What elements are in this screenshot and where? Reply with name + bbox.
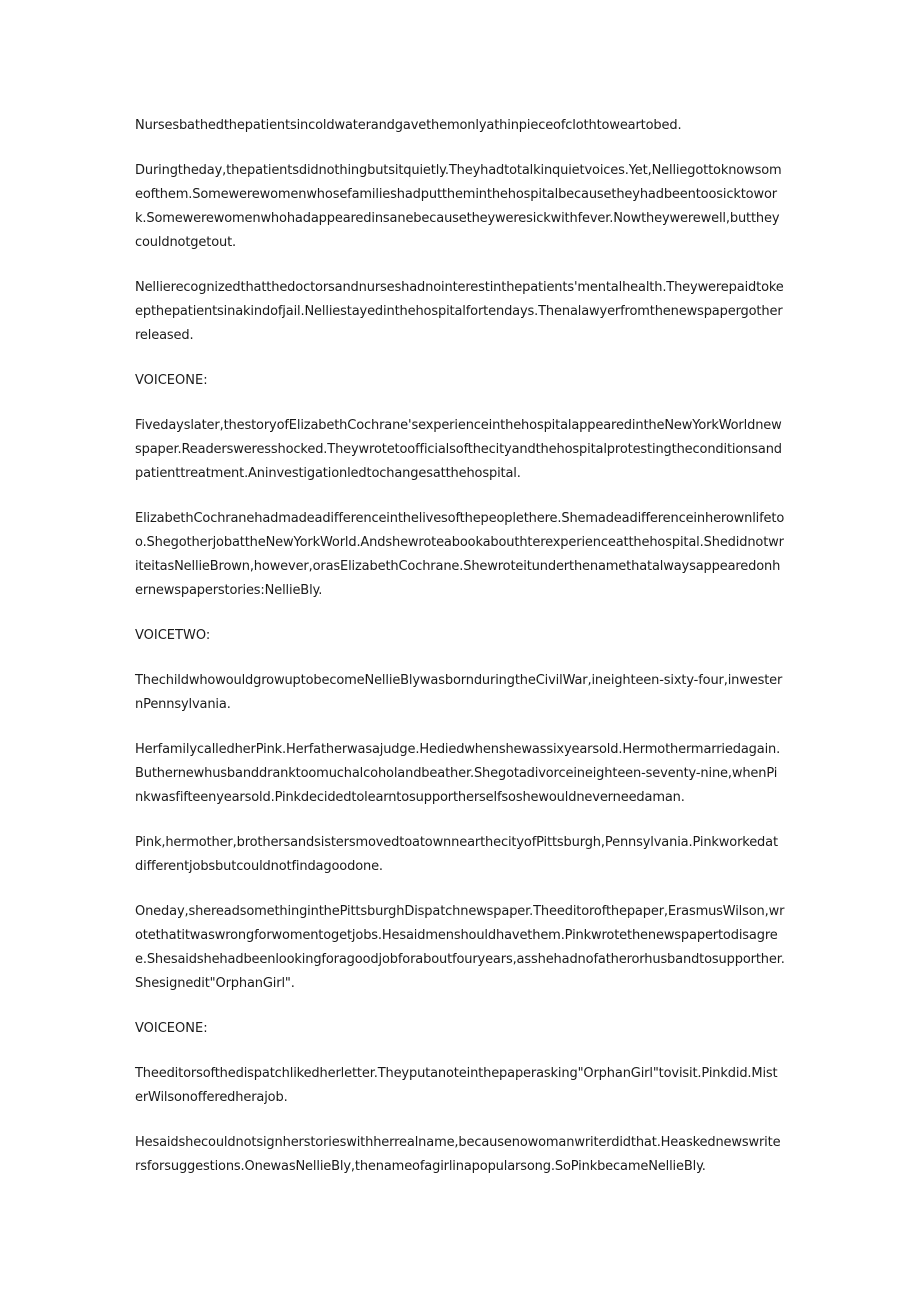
paragraph-child-born: ThechildwhowouldgrowuptobecomeNellieBlywasbornduringtheCivilWar,ineighteen-sixty-four,inwesternPennsylvania. bbox=[135, 673, 783, 712]
document-body bbox=[135, 114, 785, 1200]
speaker-label-voice-one-second: VOICEONE: bbox=[135, 1021, 208, 1036]
paragraph-made-a-difference: ElizabethCochranehadmadeadifferenceinthelivesofthepeoplethere.Shemadeadifferenceinherownlifetoo.ShegotherjobattheNewYorkWorld.Andshewroteabookabouthterexperienceatthehospital.ShedidnotwriteitasNellieBrown,however,orasElizabethCochrane.Shewroteitunderthenamethatalwaysappearedonhernewspaperstories:NellieBly. bbox=[135, 511, 785, 598]
paragraph-became-nellie-bly: Hesaidshecouldnotsignherstorieswithherrealname,becausenowomanwriterdidthat.Heaskednewswritersforsuggestions.OnewasNellieBly,thenameofagirlinapopularsong.SoPinkbecameNellieBly. bbox=[135, 1135, 781, 1174]
paragraph-family-called-her-pink: HerfamilycalledherPink.Herfatherwasajudge.Hediedwhenshewassixyearsold.Hermothermarriedagain.Buthernewhusbanddranktoomuchalcoholandbeather.Shegotadivorceineighteen-seventy-nine,whenPinkwasfifteenyearsold.Pinkdecidedtolearntosupportherselfsoshewouldneverneedaman. bbox=[135, 742, 781, 805]
speaker-label-voice-two: VOICETWO: bbox=[135, 628, 211, 643]
paragraph-nellie-recognized: Nellierecognizedthatthedoctorsandnurseshadnointerestinthepatients'mentalhealth.Theywerepaidtokeepthepatientsinakindofjail.Nelliestayedinthehospitalfortendays.Thenalawyerfromthenewspapergotherreleased. bbox=[135, 280, 784, 343]
paragraph-during-the-day: Duringtheday,thepatientsdidnothingbutsitquietly.Theyhadtotalkinquietvoices.Yet,Nelliegottoknowsomeofthem.Somewerewomenwhosefamilieshadputtheminthehospitalbecausetheyhadbeentoosicktowork.Somewerewomenwhohadappearedinsanebecausetheyweresickwithfever.Nowtheywerewell,buttheycouldnotgetout. bbox=[135, 163, 782, 250]
paragraph-nurses-bathed: Nursesbathedthepatientsincoldwaterandgavethemonlyathinpieceofclothtoweartobed. bbox=[135, 118, 682, 133]
speaker-label-voice-one: VOICEONE: bbox=[135, 373, 208, 388]
paragraph-five-days-later: Fivedayslater,thestoryofElizabethCochrane'sexperienceinthehospitalappearedintheNewYorkWorldnewspaper.Readersweresshocked.Theywrotetoofficialsofthecityandthehospitalprotestingtheconditionsandpatienttreatment.Aninvestigationledtochangesatthehospital. bbox=[135, 418, 782, 481]
paragraph-orphan-girl-letter: Oneday,shereadsomethinginthePittsburghDispatchnewspaper.Theeditorofthepaper,ErasmusWilson,wrotethatitwaswrongforwomentogetjobs.Hesaidmenshouldhavethem.Pinkwrotethenewspapertodisagree.Shesaidshehadbeenlookingforagoodjobforaboutfouryears,asshehadnofatherorhusbandtosupporther.Shesignedit"OrphanGirl". bbox=[135, 904, 785, 991]
paragraph-editors-liked-letter: Theeditorsofthedispatchlikedherletter.Theyputanoteinthepaperasking"OrphanGirl"tovisit.Pinkdid.MisterWilsonofferedherajob. bbox=[135, 1066, 778, 1105]
paragraph-moved-to-pittsburgh: Pink,hermother,brothersandsistersmovedtoatownnearthecityofPittsburgh,Pennsylvania.Pinkworkedatdifferentjobsbutcouldnotfindagoodone. bbox=[135, 835, 778, 874]
